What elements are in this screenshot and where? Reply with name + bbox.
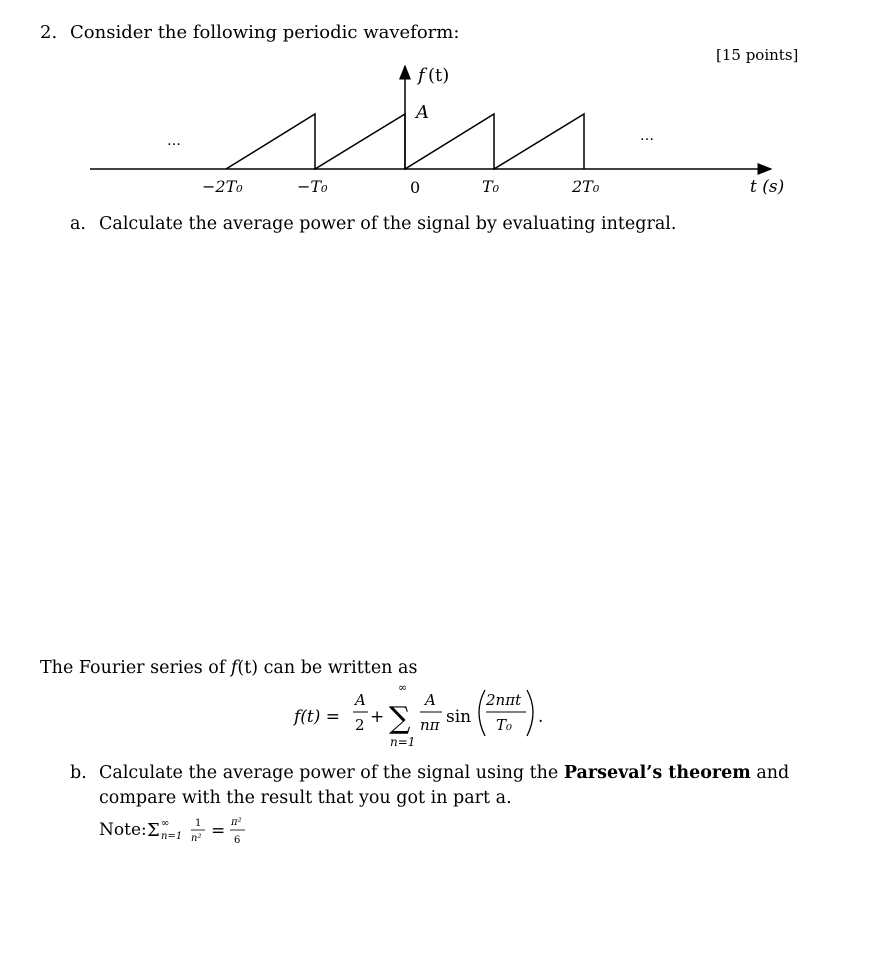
note-frac-numerator: 1 [195, 818, 202, 829]
sin-function: sin [446, 707, 472, 727]
note-frac-denominator: n² [191, 833, 202, 844]
sum-upper-limit: ∞ [398, 681, 408, 694]
tick-label-t0: T₀ [482, 177, 500, 196]
part-a-label: a. [70, 214, 86, 234]
parsevals-theorem: Parseval’s theorem [563, 763, 751, 783]
fourier-series-equation [280, 680, 580, 755]
ellipsis-left: … [167, 133, 181, 149]
fourier-intro-suffix: (t) can be written as [237, 658, 418, 678]
amplitude-label: A [416, 102, 429, 123]
note-rhs-numerator: π² [231, 817, 242, 828]
argument-numerator: 2nπt [486, 691, 522, 709]
waveform-figure [0, 0, 882, 210]
note-sum-symbol: Σ [147, 820, 160, 841]
tick-label-minus-t0: −T₀ [297, 177, 328, 196]
fourier-intro-func: f [230, 658, 238, 678]
term-denominator: nπ [420, 716, 440, 734]
part-b-text [99, 761, 819, 811]
part-b-text-after: and compare with the result that you got in part a. [99, 763, 790, 808]
equation-lhs: f(t) = [294, 707, 341, 727]
note-sum-sup: ∞ [161, 818, 170, 829]
part-b-text-before: Calculate the average power of the signal using the [99, 763, 564, 783]
note-prefix: Note: [99, 820, 147, 840]
x-axis-label: t (s) [750, 177, 785, 197]
question-number: 2. [40, 22, 58, 43]
part-a-text: Calculate the average power of the signal by evaluating integral. [99, 214, 677, 234]
left-paren [479, 690, 485, 736]
term-numerator: A [425, 691, 436, 709]
fraction-a-denominator: 2 [355, 716, 365, 734]
note-equals: = [211, 821, 226, 841]
plus-sign: + [370, 707, 385, 727]
tick-label-2t0: 2T₀ [572, 177, 600, 196]
part-b-label: b. [70, 763, 87, 783]
fourier-intro-prefix: The Fourier series of [40, 658, 231, 678]
right-paren [527, 690, 533, 736]
y-axis-label-arg: (t) [428, 65, 450, 86]
tick-label-zero: 0 [410, 178, 421, 197]
sawtooth-waveform [226, 114, 584, 169]
y-axis-label-func: f [418, 65, 425, 86]
question-title: Consider the following periodic waveform: [70, 22, 460, 43]
fourier-intro [40, 658, 417, 678]
note-rhs-denominator: 6 [234, 835, 241, 846]
fraction-a-numerator: A [355, 691, 366, 709]
points-label: [15 points] [716, 46, 799, 64]
note-formula [99, 815, 279, 855]
ellipsis-right: … [640, 128, 654, 144]
argument-denominator: T₀ [496, 716, 513, 734]
sum-lower-limit: n=1 [390, 735, 416, 749]
summation-symbol: ∑ [389, 701, 411, 736]
note-sum-sub: n=1 [161, 831, 183, 842]
equation-period: . [538, 707, 544, 727]
tick-label-minus-2t0: −2T₀ [202, 177, 243, 196]
